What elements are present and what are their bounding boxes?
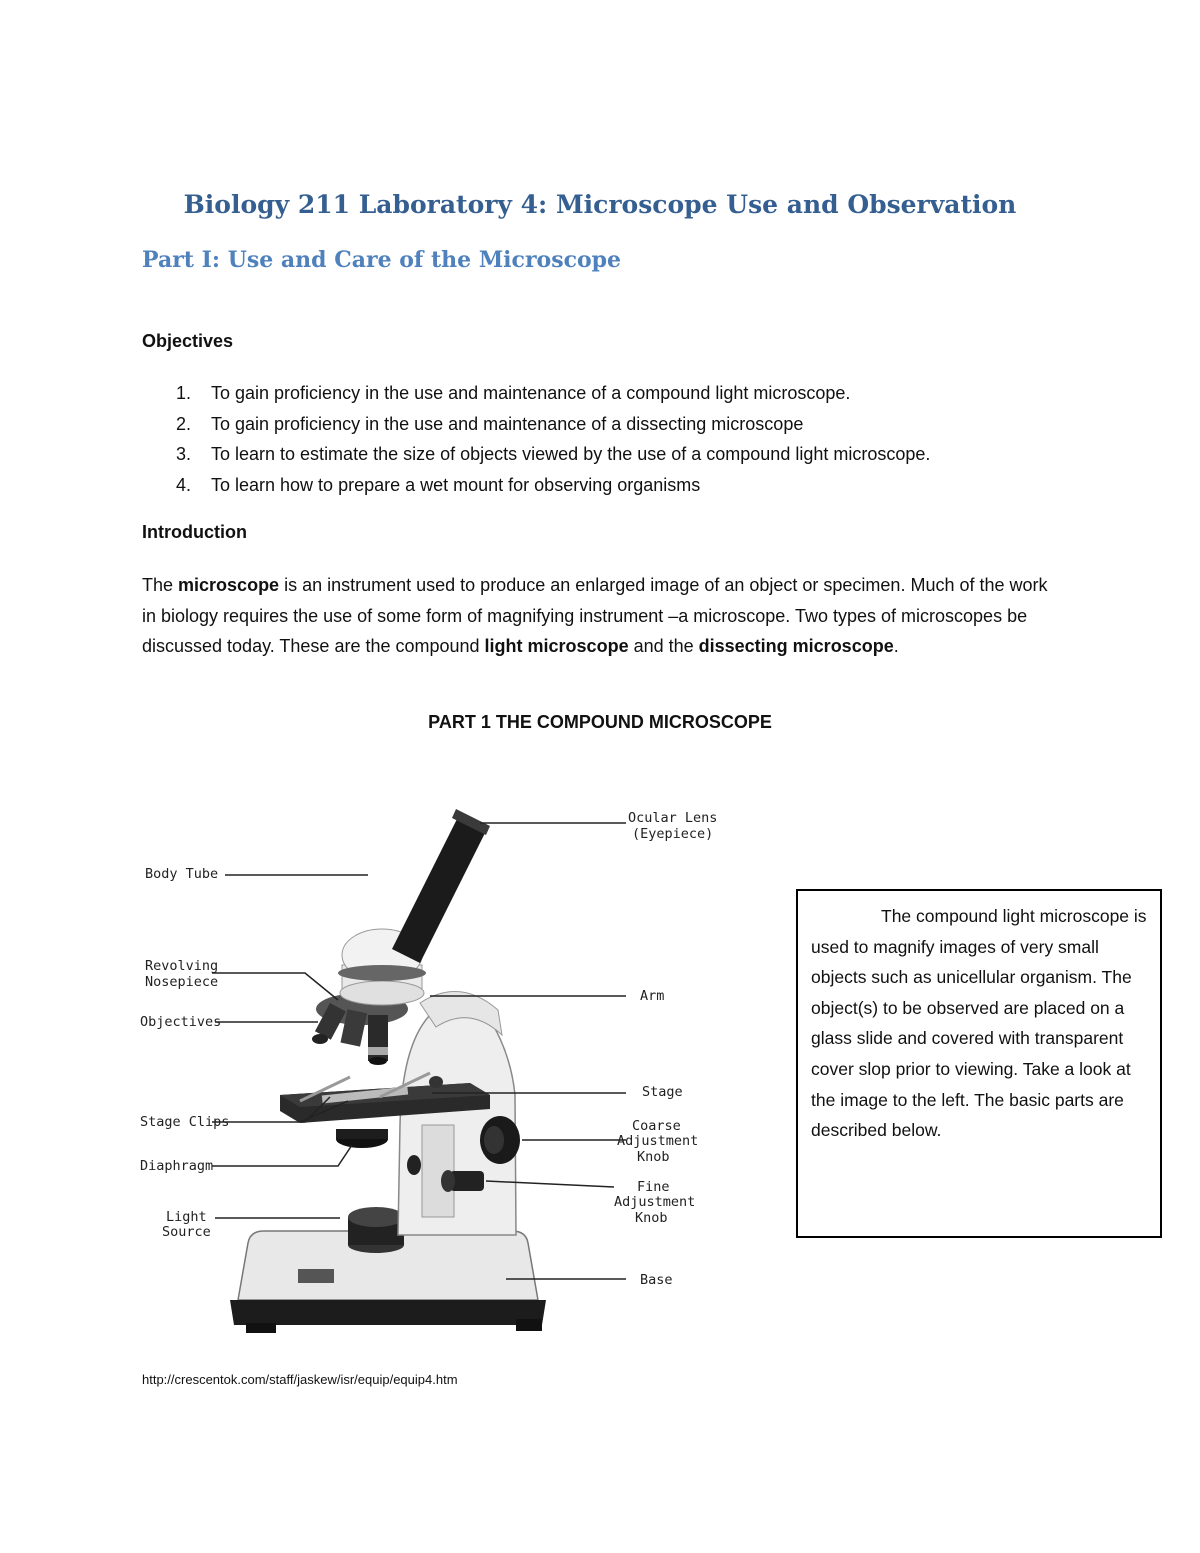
label-fine-knob: Knob bbox=[635, 1210, 668, 1226]
list-text: To learn how to prepare a wet mount for observing organisms bbox=[211, 474, 701, 495]
intro-text: The bbox=[142, 575, 179, 595]
image-source-url: http://crescentok.com/staff/jaskew/isr/equip/equip4.htm bbox=[142, 1372, 458, 1387]
label-light: Light bbox=[166, 1209, 207, 1225]
list-number: 3. bbox=[176, 444, 192, 464]
label-coarse-knob: Knob bbox=[637, 1149, 670, 1165]
part-heading: Part I: Use and Care of the Microscope bbox=[142, 247, 622, 273]
intro-term-dissecting-microscope: dissecting microscope bbox=[698, 636, 894, 657]
list-text: To gain proficiency in the use and maintenance of a dissecting microscope bbox=[211, 413, 804, 434]
intro-text: is an instrument used to produce an enlarged image of an object or specimen. Much of the work in biology requires the use of some form of magnifying instrument –a microscope. Two types of microscopes be discussed today. These are the compound bbox=[142, 575, 1048, 657]
list-text: To gain proficiency in the use and maintenance of a compound light microscope. bbox=[211, 383, 851, 403]
callout-text: The compound light microscope is used to magnify images of very small objects such as unicellular organism. The object(s) to be observed are placed on a glass slide and covered with transparent cover slop prior to viewing. Take a look at the image to the left. The basic parts are described below. bbox=[811, 906, 1147, 1141]
page-title: Biology 211 Laboratory 4: Microscope Use and Observation bbox=[183, 190, 1017, 219]
objectives-heading: Objectives bbox=[142, 331, 234, 351]
label-revolving: Revolving bbox=[145, 958, 219, 974]
label-objectives: Objectives bbox=[140, 1014, 222, 1030]
list-number: 1. bbox=[176, 383, 192, 403]
label-fine: Fine bbox=[637, 1179, 670, 1195]
label-arm: Arm bbox=[640, 988, 665, 1004]
objectives-list bbox=[142, 381, 930, 503]
list-item bbox=[142, 381, 930, 412]
label-stage: Stage bbox=[642, 1084, 683, 1100]
section-heading: PART 1 THE COMPOUND MICROSCOPE bbox=[428, 712, 772, 732]
list-number: 2. bbox=[176, 413, 192, 434]
label-diaphragm: Diaphragm bbox=[140, 1158, 214, 1174]
introduction-paragraph bbox=[142, 570, 1062, 662]
label-eyepiece: (Eyepiece) bbox=[632, 826, 714, 842]
list-number: 4. bbox=[176, 474, 192, 495]
label-coarse: Coarse bbox=[632, 1118, 681, 1134]
microscope-diagram bbox=[130, 795, 730, 1355]
label-stage-clips: Stage Clips bbox=[140, 1114, 230, 1130]
label-coarse-adjustment: Adjustment bbox=[617, 1133, 699, 1149]
label-nosepiece: Nosepiece bbox=[145, 974, 219, 990]
label-fine-adjustment: Adjustment bbox=[614, 1194, 696, 1210]
introduction-heading: Introduction bbox=[142, 522, 247, 542]
intro-text: . bbox=[893, 636, 899, 657]
microscope-illustration bbox=[230, 809, 546, 1333]
label-source: Source bbox=[162, 1224, 211, 1240]
label-ocular-lens: Ocular Lens bbox=[628, 810, 718, 826]
callout-box bbox=[796, 889, 1162, 1238]
intro-text: and the bbox=[628, 636, 699, 657]
list-item bbox=[142, 473, 930, 504]
label-base: Base bbox=[640, 1272, 673, 1288]
list-item bbox=[142, 442, 930, 473]
intro-term-microscope: microscope bbox=[178, 575, 280, 595]
list-text: To learn to estimate the size of objects viewed by the use of a compound light microscope. bbox=[211, 444, 931, 464]
list-item bbox=[142, 412, 930, 443]
intro-term-light-microscope: light microscope bbox=[484, 636, 629, 657]
label-body-tube: Body Tube bbox=[145, 866, 219, 882]
